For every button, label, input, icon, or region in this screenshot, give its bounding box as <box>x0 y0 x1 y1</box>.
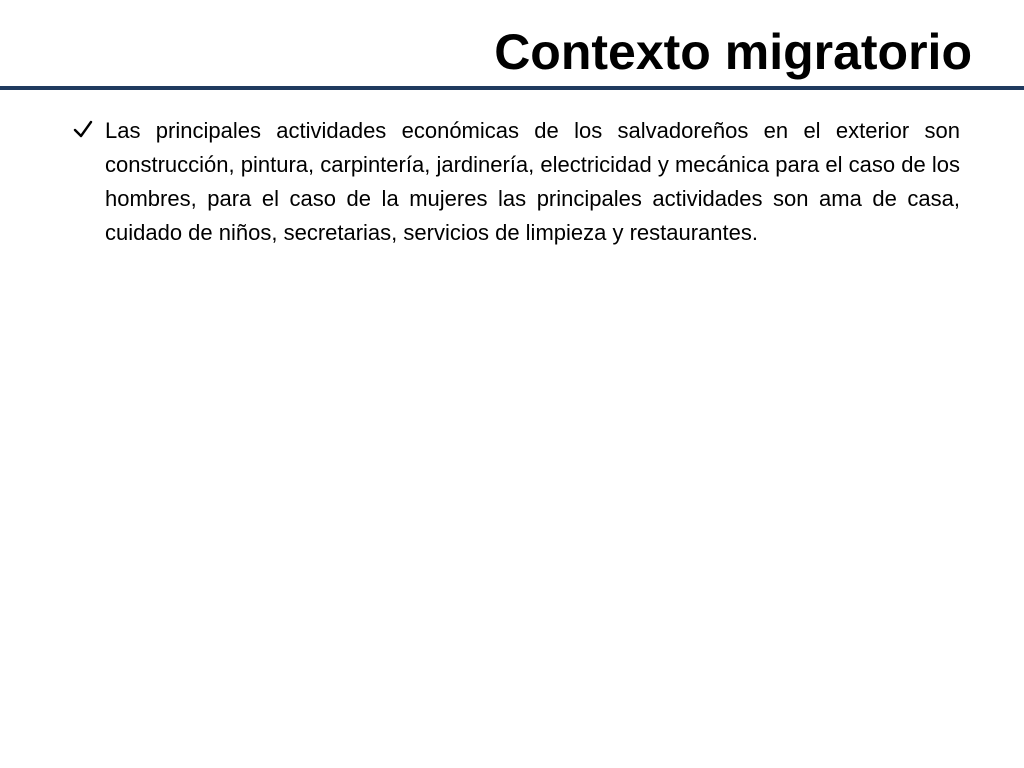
title-divider <box>0 86 1024 90</box>
bullet-text: Las principales actividades económicas de los salvadoreños en el exterior son construcción, pintura, carpintería, jardinería, electricidad y mecánica para el caso de los hombres, para el caso de la mujeres las principales actividades son ama de casa, cuidado de niños, secretarias, servicios de limpieza y restaurantes. <box>105 118 960 245</box>
slide-title: Contexto migratorio <box>494 24 972 80</box>
bullet-item <box>72 114 960 250</box>
checkmark-icon <box>72 118 94 140</box>
bullet-list <box>72 114 960 250</box>
